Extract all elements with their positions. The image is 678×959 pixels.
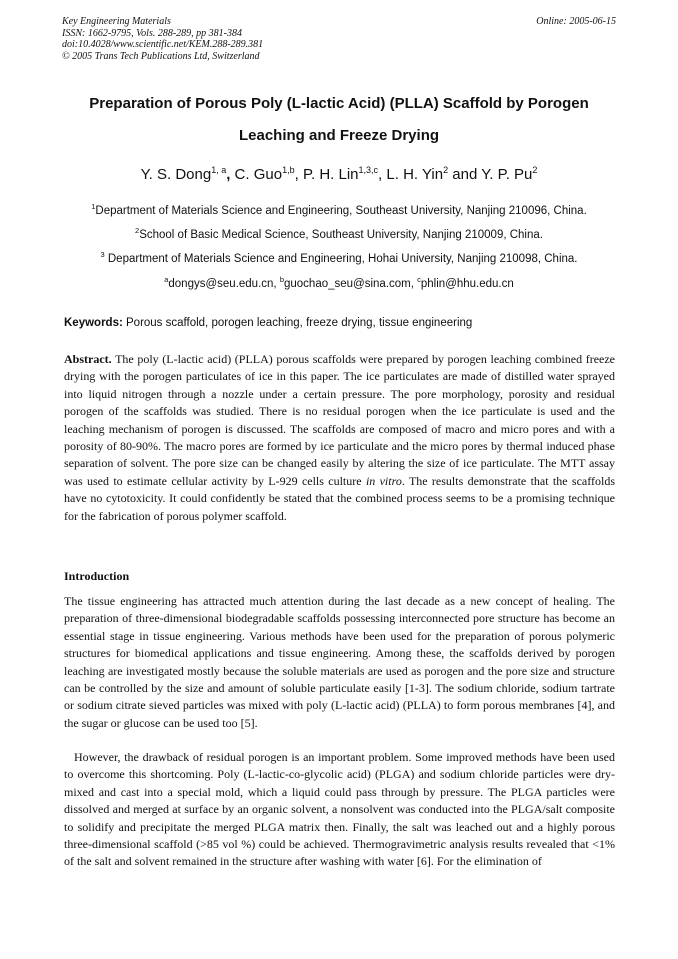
affiliation-2 bbox=[62, 228, 616, 242]
keywords-label: Keywords: bbox=[64, 317, 123, 329]
online-date: Online: 2005-06-15 bbox=[536, 16, 616, 27]
affiliation-mark: 3 bbox=[100, 250, 105, 260]
affiliation-text: Department of Materials Science and Engineering, Hohai University, Nanjing 210098, China. bbox=[104, 253, 578, 265]
email-list bbox=[62, 277, 616, 291]
author-affiliation-mark: 1,b bbox=[282, 165, 295, 175]
journal-name: Key Engineering Materials bbox=[62, 16, 171, 27]
author-affiliation-mark: 2 bbox=[443, 165, 449, 175]
email-mark: b bbox=[279, 275, 284, 285]
affiliation-1 bbox=[62, 204, 616, 218]
abstract-text: The poly (L-lactic acid) (PLLA) porous scaffolds were prepared by porogen leaching combined freeze drying with the porogen particulates of ice in this paper. The ice particulates are made of distilled water sprayed into liquid nitrogen through a nozzle under a certain pressure. The pore morphology, porosity and residual porogen of the scaffolds was studied. There is no residual porogen when the ice particulate is used and the leaching mechanism of porogen is discussed. The scaffolds are composed of macro and micro pores and with a porosity of 80-90%. The macro pores are formed by ice particulate and the micro pores by thermal induced phase separation of solvent. The pore size can be changed easily by altering the size of ice particulate. The MTT assay was used to estimate cellular activity by L-929 cells culture bbox=[64, 352, 615, 488]
introduction-paragraph-1: The tissue engineering has attracted much attention during the last decade as a new concept of healing. The preparation of three-dimensional biodegradable scaffolds possessing interconnected pore structure has become an essential stage in tissue engineering. Various methods have been used for the preparation of porous polymeric structures for biomedical applications and tissue engineering. Among these, the scaffolds derived by porogen leaching are investigated mostly because the soluble materials are used as porogen and the pore size and structure can be controlled by the size and amount of soluble particulate easily [1-3]. The sodium chloride, sodium tartrate or sodium citrate sieved particles was mixed with poly (L-lactic acid) (PLLA) to form porous membranes [4], and the sugar or glucose can be used too [5]. bbox=[64, 594, 615, 730]
author-name: C. Guo bbox=[234, 166, 283, 183]
email-mark: a bbox=[164, 275, 169, 285]
email-link[interactable]: phlin@hhu.edu.cn bbox=[420, 278, 514, 290]
abstract-italic: in vitro bbox=[365, 473, 402, 488]
affiliation-mark: 2 bbox=[135, 226, 140, 236]
affiliation-mark: 1 bbox=[91, 202, 96, 212]
author-name: Y. P. Pu bbox=[481, 166, 533, 183]
affiliation-3 bbox=[62, 252, 616, 266]
title-line-2: Leaching and Freeze Drying bbox=[238, 127, 440, 144]
title-line-1: Preparation of Porous Poly (L-lactic Acid) (PLLA) Scaffold by Porogen bbox=[89, 95, 589, 112]
email-link[interactable]: dongys@seu.edu.cn, bbox=[168, 278, 277, 290]
abstract-label: Abstract. bbox=[64, 352, 112, 366]
email-mark: c bbox=[417, 275, 421, 285]
journal-header bbox=[62, 16, 616, 62]
author-list: Y. S. Dong$^{1, a}$, C. Guo$^{1,b}$, P. H. Lin$^{1,3,c}$, L. H. Yin$^2$ and Y. P. Pu$^2$ bbox=[140, 165, 538, 183]
abstract-text-end: . The results demonstrate that the scaffolds have no cytotoxicity. It could confidently be stated that the combined process seems to be a promising technique for the fabrication of porous polymer scaffold. bbox=[64, 473, 616, 523]
author-affiliation-mark: 1,3,c bbox=[358, 165, 379, 175]
author-conjunction: and bbox=[452, 166, 478, 183]
copyright-line: © 2005 Trans Tech Publications Ltd, Switzerland bbox=[62, 50, 260, 62]
introduction-paragraph-2: However, the drawback of residual porogen is an important problem. Some improved methods have been used to overcome this shortcoming. Poly (L-lactic-co-glycolic acid) (PLGA) and sodium chloride particles were dry-mixed and cast into a special mold, which a liquid could pass through by pressure. The PLGA particles were dissolved and merged at surface by an organic solvent, a nonsolvent was conducted into the PLGA/salt composite to solidify and precipitate the merged PLGA matrix then. Finally, the salt was leached out and a highly porous three-dimensional scaffold (>85 vol %) could be achieved. Thermogravimetric analysis results revealed that <1% of the salt and solvent remained in the structure after washing with water [6]. For the elimination of bbox=[64, 750, 615, 869]
author-name: L. H. Yin bbox=[386, 166, 444, 183]
affiliation-text: Department of Materials Science and Engineering, Southeast University, Nanjing 210096, China. bbox=[95, 205, 587, 217]
abstract-paragraph bbox=[64, 351, 615, 525]
email-link[interactable]: guochao_seu@sina.com, bbox=[283, 278, 414, 290]
author-name: Y. S. Dong bbox=[140, 166, 212, 183]
paper-title bbox=[62, 88, 616, 152]
author-name: P. H. Lin bbox=[302, 166, 359, 183]
affiliation-text: School of Basic Medical Science, Southeast University, Nanjing 210009, China. bbox=[139, 229, 543, 241]
section-heading-introduction: Introduction bbox=[64, 569, 130, 583]
author-affiliation-mark: 2 bbox=[532, 165, 538, 175]
keywords-text: Porous scaffold, porogen leaching, freeze drying, tissue engineering bbox=[126, 317, 473, 329]
author-affiliation-mark: 1, a bbox=[211, 165, 227, 175]
doi-line: doi:10.4028/www.scientific.net/KEM.288-289.381 bbox=[62, 39, 264, 50]
issn-line: ISSN: 1662-9795, Vols. 288-289, pp 381-384 bbox=[62, 27, 242, 39]
keywords-line bbox=[64, 316, 616, 330]
